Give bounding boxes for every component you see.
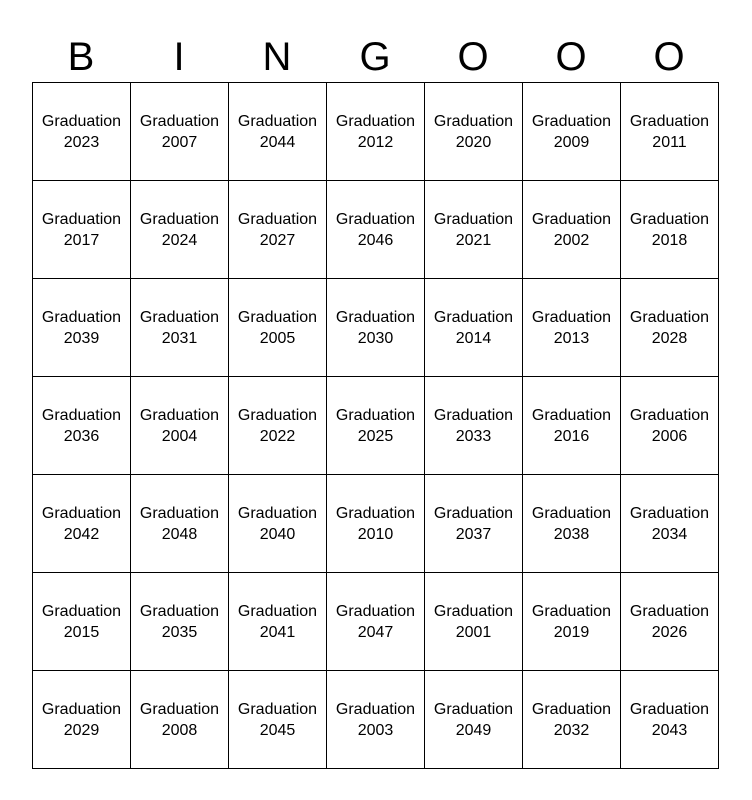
cell-label: Graduation [237,406,318,424]
cell-year: 2039 [63,329,100,347]
bingo-cell [327,181,425,279]
cell-label: Graduation [335,210,416,228]
cell-label: Graduation [237,210,318,228]
bingo-cell [425,573,523,671]
cell-year: 2006 [651,427,688,445]
cell-year: 2017 [63,231,100,249]
bingo-cell [523,377,621,475]
header-letter: O [457,35,489,79]
bingo-cell [621,181,719,279]
bingo-cell [229,83,327,181]
cell-year: 2019 [553,623,590,641]
cell-year: 2048 [161,525,198,543]
bingo-cell [425,279,523,377]
cell-label: Graduation [629,504,710,522]
cell-label: Graduation [531,210,612,228]
header-letter: B [67,35,95,79]
cell-year: 2011 [652,133,687,151]
bingo-cell [131,377,229,475]
cell-label: Graduation [237,504,318,522]
bingo-cell [131,573,229,671]
cell-year: 2003 [357,721,394,739]
cell-year: 2004 [161,427,198,445]
cell-label: Graduation [531,308,612,326]
cell-year: 2025 [357,427,394,445]
cell-year: 2012 [357,133,394,151]
bingo-header [32,30,720,82]
cell-year: 2021 [455,231,492,249]
cell-label: Graduation [139,700,220,718]
bingo-cell [523,181,621,279]
cell-label: Graduation [629,406,710,424]
cell-label: Graduation [335,700,416,718]
cell-label: Graduation [139,504,220,522]
cell-year: 2023 [63,133,100,151]
cell-label: Graduation [41,602,122,620]
bingo-cell [33,279,131,377]
cell-year: 2008 [161,721,198,739]
cell-label: Graduation [335,602,416,620]
bingo-cell [229,181,327,279]
cell-year: 2001 [455,623,492,641]
bingo-cell [327,573,425,671]
cell-label: Graduation [139,210,220,228]
cell-label: Graduation [531,700,612,718]
cell-year: 2045 [259,721,296,739]
cell-label: Graduation [433,602,514,620]
bingo-grid [32,82,719,769]
cell-label: Graduation [41,504,122,522]
bingo-cell [621,671,719,769]
cell-year: 2038 [553,525,590,543]
cell-year: 2030 [357,329,394,347]
bingo-cell [131,475,229,573]
bingo-cell [523,671,621,769]
cell-label: Graduation [433,504,514,522]
cell-year: 2024 [161,231,198,249]
cell-year: 2046 [357,231,394,249]
cell-label: Graduation [41,406,122,424]
bingo-cell [229,377,327,475]
cell-year: 2043 [651,721,688,739]
bingo-cell [425,671,523,769]
cell-year: 2047 [357,623,394,641]
bingo-cell [425,83,523,181]
cell-label: Graduation [139,406,220,424]
cell-year: 2002 [553,231,590,249]
cell-year: 2041 [259,623,296,641]
bingo-cell [425,181,523,279]
bingo-cell [131,83,229,181]
cell-label: Graduation [41,210,122,228]
cell-label: Graduation [629,700,710,718]
cell-year: 2020 [455,133,492,151]
cell-label: Graduation [41,112,122,130]
bingo-cell [621,573,719,671]
cell-year: 2040 [259,525,296,543]
cell-year: 2028 [651,329,688,347]
bingo-card [32,30,720,769]
bingo-cell [327,475,425,573]
cell-year: 2010 [357,525,394,543]
cell-label: Graduation [629,308,710,326]
cell-label: Graduation [433,210,514,228]
cell-year: 2018 [651,231,688,249]
cell-label: Graduation [237,112,318,130]
cell-label: Graduation [237,602,318,620]
header-letter: O [555,35,587,79]
cell-label: Graduation [335,504,416,522]
cell-year: 2009 [553,133,590,151]
cell-label: Graduation [139,602,220,620]
cell-label: Graduation [629,210,710,228]
bingo-cell [131,279,229,377]
cell-year: 2014 [455,329,492,347]
bingo-cell [33,181,131,279]
bingo-cell [523,83,621,181]
cell-label: Graduation [531,602,612,620]
cell-year: 2027 [259,231,296,249]
bingo-cell [327,279,425,377]
cell-year: 2032 [553,721,590,739]
bingo-cell [327,671,425,769]
bingo-cell [33,377,131,475]
header-letter: G [359,35,391,79]
bingo-cell [229,671,327,769]
cell-year: 2044 [259,133,296,151]
bingo-cell [33,83,131,181]
cell-label: Graduation [335,406,416,424]
cell-label: Graduation [335,308,416,326]
cell-year: 2042 [63,525,100,543]
bingo-cell [621,475,719,573]
cell-year: 2015 [63,623,100,641]
cell-label: Graduation [139,308,220,326]
cell-label: Graduation [41,308,122,326]
cell-year: 2013 [553,329,590,347]
bingo-cell [229,573,327,671]
cell-year: 2034 [651,525,688,543]
cell-year: 2029 [63,721,100,739]
header-letter: I [173,35,185,79]
bingo-cell [621,83,719,181]
bingo-cell [621,377,719,475]
bingo-cell [621,279,719,377]
cell-year: 2007 [161,133,198,151]
cell-year: 2022 [259,427,296,445]
cell-label: Graduation [237,308,318,326]
bingo-cell [327,83,425,181]
cell-label: Graduation [139,112,220,130]
bingo-cell [33,671,131,769]
cell-label: Graduation [433,112,514,130]
cell-year: 2031 [161,329,198,347]
bingo-cell [425,377,523,475]
bingo-cell [523,573,621,671]
cell-label: Graduation [41,700,122,718]
header-letter: N [262,35,292,79]
cell-label: Graduation [237,700,318,718]
cell-year: 2037 [455,525,492,543]
bingo-cell [33,573,131,671]
bingo-cell [131,181,229,279]
header-letter: O [653,35,685,79]
bingo-cell [131,671,229,769]
cell-year: 2005 [259,329,296,347]
cell-label: Graduation [335,112,416,130]
cell-year: 2026 [651,623,688,641]
bingo-cell [229,279,327,377]
cell-year: 2033 [455,427,492,445]
cell-label: Graduation [629,602,710,620]
cell-label: Graduation [433,406,514,424]
cell-label: Graduation [531,504,612,522]
bingo-cell [425,475,523,573]
cell-label: Graduation [531,406,612,424]
bingo-cell [523,279,621,377]
cell-year: 2049 [455,721,492,739]
cell-year: 2016 [553,427,590,445]
cell-year: 2035 [161,623,198,641]
bingo-cell [229,475,327,573]
cell-label: Graduation [531,112,612,130]
bingo-cell [523,475,621,573]
cell-label: Graduation [629,112,710,130]
cell-label: Graduation [433,308,514,326]
bingo-cell [327,377,425,475]
cell-label: Graduation [433,700,514,718]
bingo-cell [33,475,131,573]
cell-year: 2036 [63,427,100,445]
